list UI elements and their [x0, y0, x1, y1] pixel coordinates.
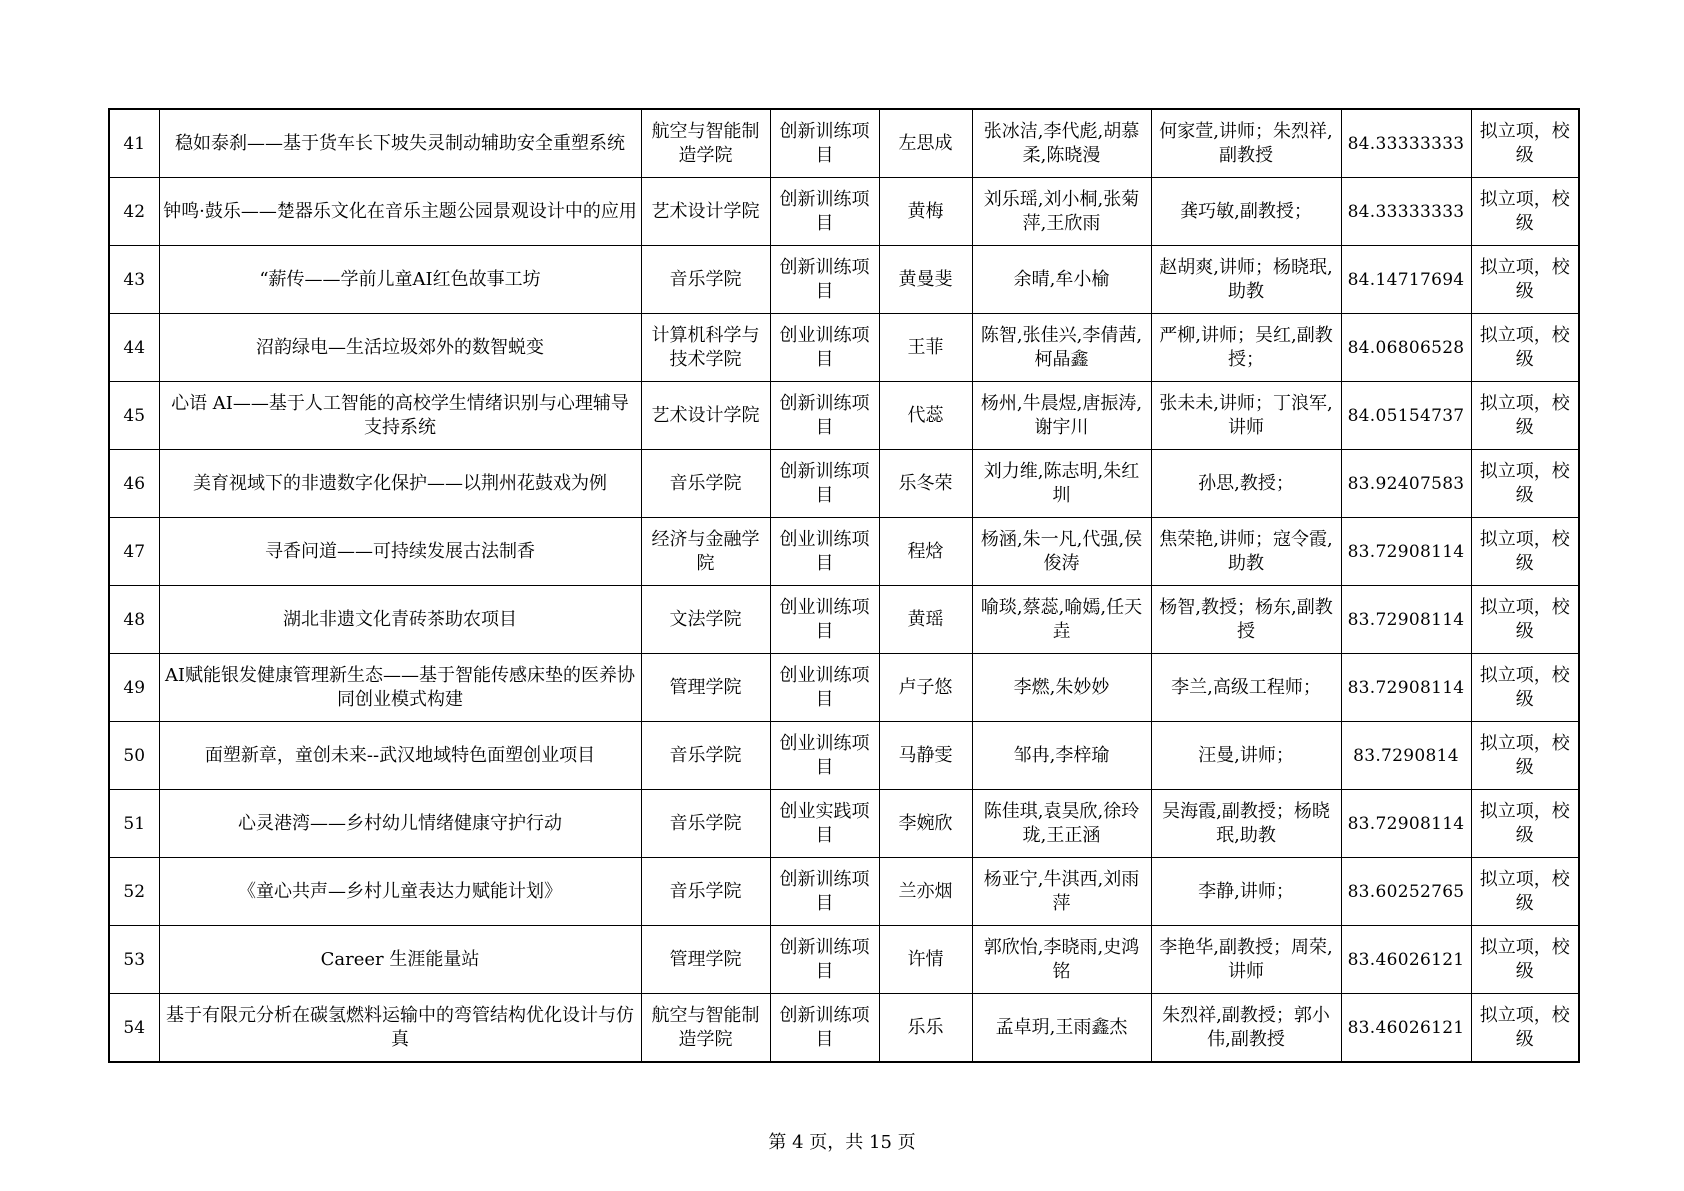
score-cell: 83.7290814: [1341, 722, 1471, 790]
project-title-cell: 沼韵绿电—生活垃圾郊外的数智蜕变: [159, 314, 641, 382]
team-members-cell: 刘乐瑶,刘小桐,张菊萍,王欣雨: [972, 178, 1151, 246]
row-number-cell: 44: [109, 314, 159, 382]
team-members-cell: 杨涵,朱一凡,代强,侯俊涛: [972, 518, 1151, 586]
project-leader-cell: 代蕊: [879, 382, 972, 450]
college-cell: 文法学院: [641, 586, 770, 654]
project-leader-cell: 许情: [879, 926, 972, 994]
row-number-cell: 41: [109, 109, 159, 178]
advisor-cell: 孙思,教授；: [1151, 450, 1341, 518]
project-type-cell: 创业训练项目: [770, 722, 879, 790]
project-leader-cell: 乐乐: [879, 994, 972, 1063]
project-title-cell: 寻香问道——可持续发展古法制香: [159, 518, 641, 586]
score-cell: 83.72908114: [1341, 654, 1471, 722]
score-cell: 84.33333333: [1341, 178, 1471, 246]
college-cell: 音乐学院: [641, 858, 770, 926]
table-row: [109, 654, 1579, 722]
table-row: [109, 994, 1579, 1063]
advisor-cell: 汪曼,讲师；: [1151, 722, 1341, 790]
table-row: [109, 382, 1579, 450]
college-cell: 艺术设计学院: [641, 178, 770, 246]
team-members-cell: 孟卓玥,王雨鑫杰: [972, 994, 1151, 1063]
project-title-cell: “薪传——学前儿童AI红色故事工坊: [159, 246, 641, 314]
project-title-cell: 心灵港湾——乡村幼儿情绪健康守护行动: [159, 790, 641, 858]
team-members-cell: 杨州,牛晨煜,唐振涛,谢宇川: [972, 382, 1151, 450]
advisor-cell: 李静,讲师；: [1151, 858, 1341, 926]
row-number-cell: 46: [109, 450, 159, 518]
score-cell: 84.33333333: [1341, 109, 1471, 178]
project-title-cell: 心语 AI——基于人工智能的高校学生情绪识别与心理辅导支持系统: [159, 382, 641, 450]
project-type-cell: 创新训练项目: [770, 109, 879, 178]
project-type-cell: 创新训练项目: [770, 926, 879, 994]
project-leader-cell: 程焓: [879, 518, 972, 586]
row-number-cell: 45: [109, 382, 159, 450]
project-type-cell: 创业训练项目: [770, 586, 879, 654]
status-cell: 拟立项，校级: [1471, 382, 1579, 450]
table-row: [109, 109, 1579, 178]
advisor-cell: 严柳,讲师；吴红,副教授；: [1151, 314, 1341, 382]
page-footer: 第 4 页，共 15 页: [768, 1132, 916, 1153]
row-number-cell: 50: [109, 722, 159, 790]
college-cell: 计算机科学与技术学院: [641, 314, 770, 382]
team-members-cell: 余晴,牟小榆: [972, 246, 1151, 314]
table-body: [109, 109, 1579, 1062]
project-type-cell: 创业训练项目: [770, 654, 879, 722]
project-leader-cell: 黄梅: [879, 178, 972, 246]
status-cell: 拟立项，校级: [1471, 178, 1579, 246]
project-title-cell: 湖北非遗文化青砖茶助农项目: [159, 586, 641, 654]
college-cell: 艺术设计学院: [641, 382, 770, 450]
score-cell: 83.72908114: [1341, 790, 1471, 858]
college-cell: 经济与金融学院: [641, 518, 770, 586]
project-type-cell: 创业实践项目: [770, 790, 879, 858]
project-type-cell: 创新训练项目: [770, 450, 879, 518]
status-cell: 拟立项，校级: [1471, 586, 1579, 654]
project-title-cell: 钟鸣·鼓乐——楚器乐文化在音乐主题公园景观设计中的应用: [159, 178, 641, 246]
advisor-cell: 焦荣艳,讲师；寇令霞,助教: [1151, 518, 1341, 586]
score-cell: 84.05154737: [1341, 382, 1471, 450]
row-number-cell: 42: [109, 178, 159, 246]
team-members-cell: 邹冉,李梓瑜: [972, 722, 1151, 790]
table-row: [109, 246, 1579, 314]
project-leader-cell: 兰亦烟: [879, 858, 972, 926]
score-cell: 83.92407583: [1341, 450, 1471, 518]
team-members-cell: 喻琰,蔡蕊,喻嫣,任天垚: [972, 586, 1151, 654]
project-leader-cell: 王菲: [879, 314, 972, 382]
project-leader-cell: 乐冬荣: [879, 450, 972, 518]
table-row: [109, 858, 1579, 926]
project-type-cell: 创新训练项目: [770, 994, 879, 1063]
status-cell: 拟立项，校级: [1471, 654, 1579, 722]
team-members-cell: 李燃,朱妙妙: [972, 654, 1151, 722]
score-cell: 84.14717694: [1341, 246, 1471, 314]
table-row: [109, 518, 1579, 586]
college-cell: 音乐学院: [641, 450, 770, 518]
advisor-cell: 龚巧敏,副教授；: [1151, 178, 1341, 246]
project-type-cell: 创业训练项目: [770, 314, 879, 382]
status-cell: 拟立项，校级: [1471, 790, 1579, 858]
project-title-cell: 美育视域下的非遗数字化保护——以荆州花鼓戏为例: [159, 450, 641, 518]
college-cell: 航空与智能制造学院: [641, 109, 770, 178]
advisor-cell: 何家萱,讲师；朱烈祥,副教授: [1151, 109, 1341, 178]
row-number-cell: 48: [109, 586, 159, 654]
team-members-cell: 张冰洁,李代彪,胡慕柔,陈晓漫: [972, 109, 1151, 178]
status-cell: 拟立项，校级: [1471, 109, 1579, 178]
advisor-cell: 朱烈祥,副教授；郭小伟,副教授: [1151, 994, 1341, 1063]
college-cell: 音乐学院: [641, 722, 770, 790]
row-number-cell: 49: [109, 654, 159, 722]
table-row: [109, 314, 1579, 382]
advisor-cell: 李兰,高级工程师；: [1151, 654, 1341, 722]
advisor-cell: 李艳华,副教授；周荣,讲师: [1151, 926, 1341, 994]
college-cell: 音乐学院: [641, 246, 770, 314]
team-members-cell: 刘力维,陈志明,朱红圳: [972, 450, 1151, 518]
project-type-cell: 创新训练项目: [770, 178, 879, 246]
score-cell: 83.72908114: [1341, 586, 1471, 654]
college-cell: 管理学院: [641, 654, 770, 722]
table-row: [109, 722, 1579, 790]
college-cell: 航空与智能制造学院: [641, 994, 770, 1063]
row-number-cell: 43: [109, 246, 159, 314]
project-leader-cell: 卢子悠: [879, 654, 972, 722]
row-number-cell: 51: [109, 790, 159, 858]
project-title-cell: AI赋能银发健康管理新生态——基于智能传感床垫的医养协同创业模式构建: [159, 654, 641, 722]
project-type-cell: 创新训练项目: [770, 246, 879, 314]
score-cell: 83.46026121: [1341, 994, 1471, 1063]
table-row: [109, 586, 1579, 654]
advisor-cell: 张未未,讲师；丁浪军,讲师: [1151, 382, 1341, 450]
status-cell: 拟立项，校级: [1471, 858, 1579, 926]
project-leader-cell: 马静雯: [879, 722, 972, 790]
team-members-cell: 杨亚宁,牛淇西,刘雨萍: [972, 858, 1151, 926]
score-cell: 84.06806528: [1341, 314, 1471, 382]
row-number-cell: 53: [109, 926, 159, 994]
row-number-cell: 47: [109, 518, 159, 586]
project-title-cell: Career 生涯能量站: [159, 926, 641, 994]
score-cell: 83.46026121: [1341, 926, 1471, 994]
table-row: [109, 178, 1579, 246]
college-cell: 音乐学院: [641, 790, 770, 858]
team-members-cell: 陈智,张佳兴,李倩茜,柯晶鑫: [972, 314, 1151, 382]
table-row: [109, 790, 1579, 858]
row-number-cell: 52: [109, 858, 159, 926]
table-row: [109, 926, 1579, 994]
project-type-cell: 创新训练项目: [770, 858, 879, 926]
status-cell: 拟立项，校级: [1471, 518, 1579, 586]
advisor-cell: 杨智,教授；杨东,副教授: [1151, 586, 1341, 654]
advisor-cell: 赵胡爽,讲师；杨晓珉,助教: [1151, 246, 1341, 314]
team-members-cell: 郭欣怡,李晓雨,史鸿铭: [972, 926, 1151, 994]
project-table: [108, 108, 1580, 1063]
table-row: [109, 450, 1579, 518]
status-cell: 拟立项，校级: [1471, 994, 1579, 1063]
college-cell: 管理学院: [641, 926, 770, 994]
project-title-cell: 《童心共声—乡村儿童表达力赋能计划》: [159, 858, 641, 926]
project-type-cell: 创新训练项目: [770, 382, 879, 450]
project-leader-cell: 黄瑶: [879, 586, 972, 654]
project-title-cell: 稳如泰刹——基于货车长下坡失灵制动辅助安全重塑系统: [159, 109, 641, 178]
project-leader-cell: 左思成: [879, 109, 972, 178]
status-cell: 拟立项，校级: [1471, 722, 1579, 790]
project-title-cell: 基于有限元分析在碳氢燃料运输中的弯管结构优化设计与仿真: [159, 994, 641, 1063]
status-cell: 拟立项，校级: [1471, 246, 1579, 314]
status-cell: 拟立项，校级: [1471, 450, 1579, 518]
status-cell: 拟立项，校级: [1471, 314, 1579, 382]
project-type-cell: 创业训练项目: [770, 518, 879, 586]
score-cell: 83.72908114: [1341, 518, 1471, 586]
row-number-cell: 54: [109, 994, 159, 1063]
team-members-cell: 陈佳琪,袁昊欣,徐玲珑,王正涵: [972, 790, 1151, 858]
project-leader-cell: 李婉欣: [879, 790, 972, 858]
status-cell: 拟立项，校级: [1471, 926, 1579, 994]
project-title-cell: 面塑新章，童创未来--武汉地域特色面塑创业项目: [159, 722, 641, 790]
advisor-cell: 吴海霞,副教授；杨晓珉,助教: [1151, 790, 1341, 858]
score-cell: 83.60252765: [1341, 858, 1471, 926]
project-leader-cell: 黄曼斐: [879, 246, 972, 314]
